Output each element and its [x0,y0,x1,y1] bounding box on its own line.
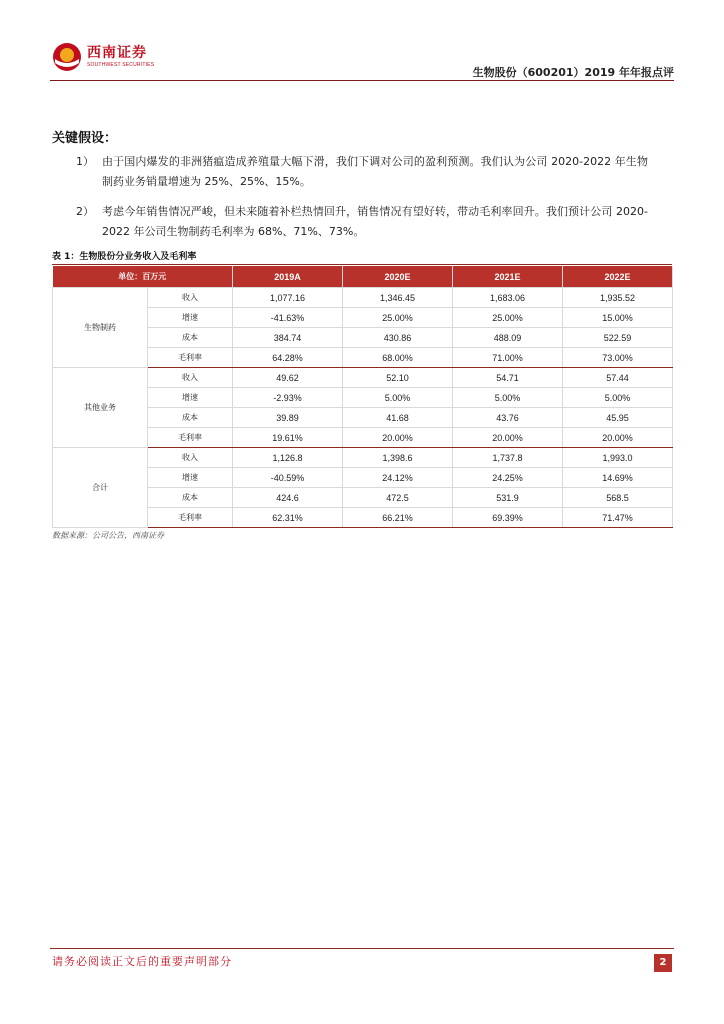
unit-header: 单位：百万元 [53,266,233,288]
table-cell: 57.44 [563,368,673,388]
table-cell: 20.00% [343,428,453,448]
metric-label: 收入 [148,368,233,388]
table-cell: 5.00% [343,388,453,408]
table-cell: 1,935.52 [563,288,673,308]
table-cell: 41.68 [343,408,453,428]
metric-label: 增速 [148,388,233,408]
metric-label: 成本 [148,328,233,348]
header-divider [50,80,674,81]
table-cell: 71.47% [563,508,673,528]
table-cell: 69.39% [453,508,563,528]
table-cell: 424.6 [233,488,343,508]
page-number: 2 [654,954,672,972]
table-cell: 68.00% [343,348,453,368]
assumption-text: 由于国内爆发的非洲猪瘟造成养殖量大幅下滑，我们下调对公司的盈利预测。我们认为公司 2020-2022 年生物制药业务销量增速为 25%、25%、15%。 [102,155,648,188]
table-caption: 表 1：生物股份分业务收入及毛利率 [52,252,197,262]
table-cell: 25.00% [343,308,453,328]
table-cell: 54.71 [453,368,563,388]
column-header: 2022E [563,266,673,288]
table-cell: 24.12% [343,468,453,488]
column-header: 2020E [343,266,453,288]
column-header: 2021E [453,266,563,288]
table-header-row [53,266,673,288]
table-cell: 1,346.45 [343,288,453,308]
metric-label: 毛利率 [148,348,233,368]
assumption-item [76,152,648,192]
table-cell: 15.00% [563,308,673,328]
table-cell: 52.10 [343,368,453,388]
metric-label: 毛利率 [148,428,233,448]
metric-label: 成本 [148,408,233,428]
table-row [53,368,673,388]
table-cell: 568.5 [563,488,673,508]
section-title: 关键假设： [52,131,118,146]
table-cell: 64.28% [233,348,343,368]
table-cell: 531.9 [453,488,563,508]
table-cell: -2.93% [233,388,343,408]
metric-label: 增速 [148,308,233,328]
metric-label: 毛利率 [148,508,233,528]
table-cell: 43.76 [453,408,563,428]
metric-label: 成本 [148,488,233,508]
assumption-number: 2） [76,205,94,218]
table-cell: 24.25% [453,468,563,488]
table-cell: 20.00% [563,428,673,448]
metric-label: 增速 [148,468,233,488]
table-cell: 71.00% [453,348,563,368]
table-cell: 66.21% [343,508,453,528]
table-cell: 430.86 [343,328,453,348]
table-cell: 472.5 [343,488,453,508]
table-cell: 49.62 [233,368,343,388]
group-label: 合计 [53,448,148,528]
assumption-text: 考虑今年销售情况严峻，但未来随着补栏热情回升，销售情况有望好转，带动毛利率回升。我们预计公司 2020-2022 年公司生物制药毛利率为 68%、71%、73%。 [102,205,648,238]
table-cell: -40.59% [233,468,343,488]
table-cell: 384.74 [233,328,343,348]
revenue-margin-table [52,266,673,528]
table-cell: 73.00% [563,348,673,368]
table-cell: 1,398.6 [343,448,453,468]
table-cell: 1,737.8 [453,448,563,468]
report-title: 生物股份（600201）2019 年年报点评 [472,66,674,79]
table-cell: 522.59 [563,328,673,348]
company-logo [52,40,154,74]
table-cell: 1,126.8 [233,448,343,468]
table-cell: 19.61% [233,428,343,448]
table-cell: 62.31% [233,508,343,528]
table-cell: 488.09 [453,328,563,348]
metric-label: 收入 [148,288,233,308]
table-row [53,288,673,308]
table-cell: 1,993.0 [563,448,673,468]
caption-divider [52,264,672,265]
table-cell: 1,683.06 [453,288,563,308]
table-cell: 5.00% [563,388,673,408]
table-cell: 5.00% [453,388,563,408]
data-source-note: 数据来源：公司公告，西南证券 [52,531,164,540]
table-cell: 45.95 [563,408,673,428]
assumption-item [76,202,648,242]
logo-chinese-name: 西南证券 [87,45,147,61]
assumption-number: 1） [76,155,94,168]
table-cell: -41.63% [233,308,343,328]
footer-divider [50,948,674,949]
group-label: 生物制药 [53,288,148,368]
table-cell: 20.00% [453,428,563,448]
table-row [53,448,673,468]
disclaimer-notice: 请务必阅读正文后的重要声明部分 [52,955,232,968]
group-label: 其他业务 [53,368,148,448]
column-header: 2019A [233,266,343,288]
metric-label: 收入 [148,448,233,468]
logo-english-name: SOUTHWEST SECURITIES [87,62,155,68]
table-cell: 39.89 [233,408,343,428]
table-cell: 25.00% [453,308,563,328]
table-cell: 14.69% [563,468,673,488]
table-cell: 1,077.16 [233,288,343,308]
logo-sun-icon [52,42,82,72]
